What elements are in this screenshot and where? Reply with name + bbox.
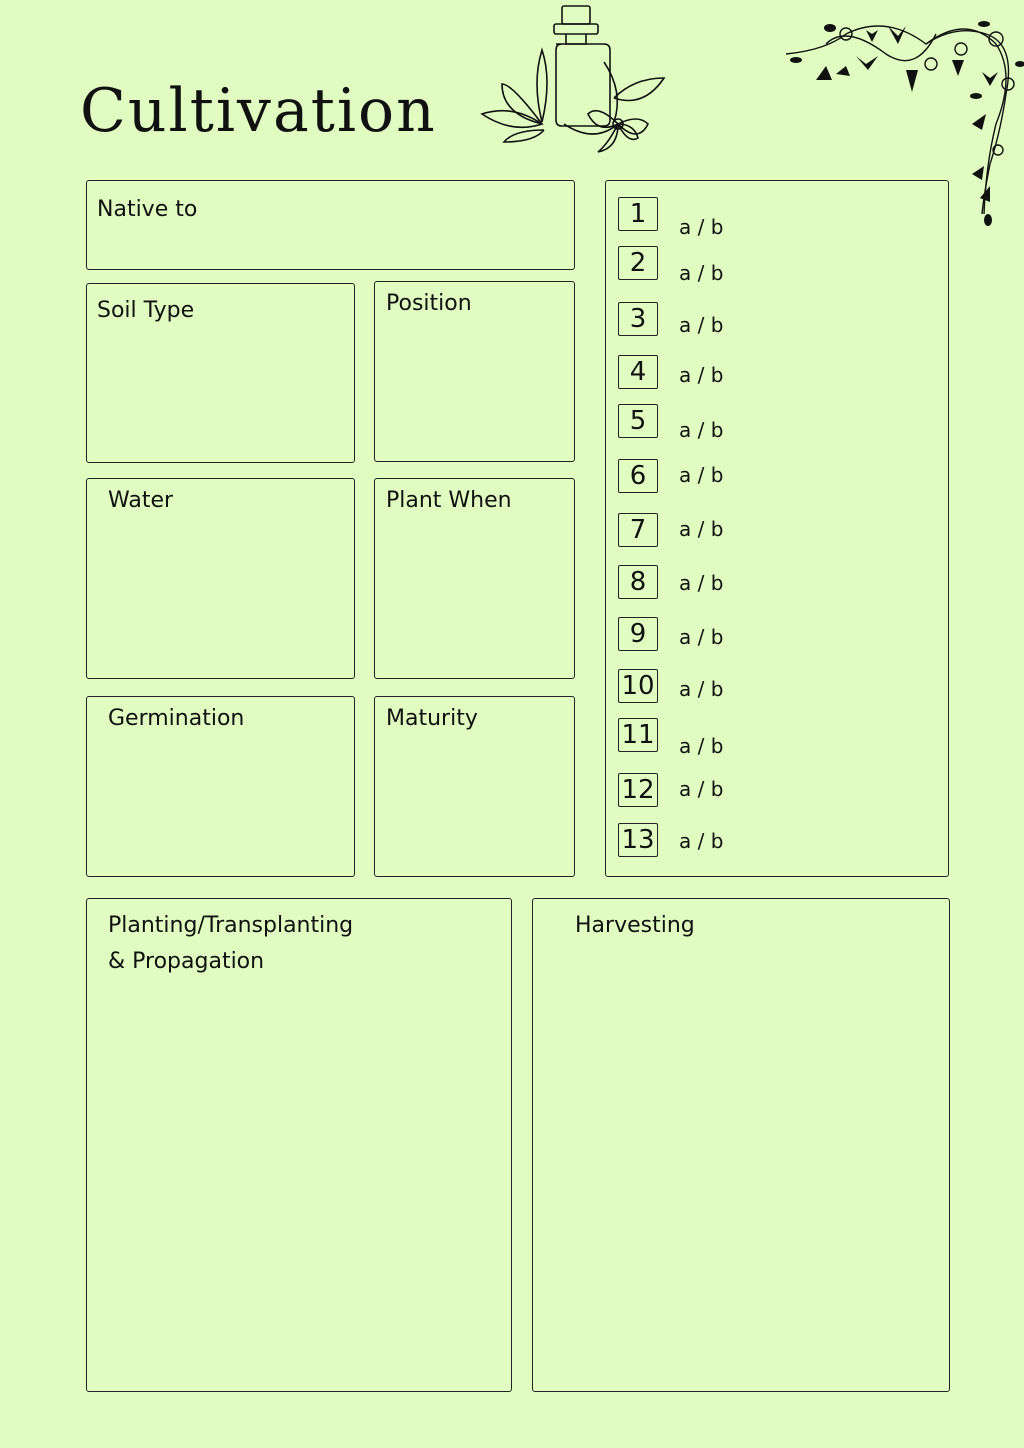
number-box[interactable]: 6 bbox=[618, 459, 658, 493]
number-box[interactable]: 13 bbox=[618, 823, 658, 857]
option-text: a / b bbox=[679, 625, 724, 649]
number-box[interactable]: 7 bbox=[618, 513, 658, 547]
oil-bottle-icon bbox=[474, 2, 666, 154]
option-text: a / b bbox=[679, 418, 724, 442]
position-field[interactable] bbox=[374, 281, 575, 462]
option-text: a / b bbox=[679, 463, 724, 487]
propagation-label: & Propagation bbox=[108, 949, 265, 974]
option-text: a / b bbox=[679, 777, 724, 801]
number-box[interactable]: 12 bbox=[618, 773, 658, 807]
option-text: a / b bbox=[679, 363, 724, 387]
option-text: a / b bbox=[679, 677, 724, 701]
plant-when-field[interactable] bbox=[374, 478, 575, 679]
planting-propagation-field[interactable] bbox=[86, 898, 512, 1392]
option-text: a / b bbox=[679, 261, 724, 285]
number-box[interactable]: 8 bbox=[618, 565, 658, 599]
number-box[interactable]: 1 bbox=[618, 197, 658, 231]
number-box[interactable]: 10 bbox=[618, 669, 658, 703]
option-text: a / b bbox=[679, 313, 724, 337]
option-text: a / b bbox=[679, 734, 724, 758]
germination-field[interactable] bbox=[86, 696, 355, 877]
maturity-label: Maturity bbox=[386, 706, 478, 731]
option-text: a / b bbox=[679, 215, 724, 239]
harvesting-field[interactable] bbox=[532, 898, 950, 1392]
maturity-field[interactable] bbox=[374, 696, 575, 877]
plant-when-label: Plant When bbox=[386, 488, 512, 513]
germination-label: Germination bbox=[108, 706, 245, 731]
number-box[interactable]: 5 bbox=[618, 404, 658, 438]
native-to-label: Native to bbox=[97, 197, 198, 222]
option-text: a / b bbox=[679, 571, 724, 595]
number-box[interactable]: 11 bbox=[618, 718, 658, 752]
number-box[interactable]: 3 bbox=[618, 302, 658, 336]
option-text: a / b bbox=[679, 517, 724, 541]
water-label: Water bbox=[108, 488, 174, 513]
number-box[interactable]: 9 bbox=[618, 617, 658, 651]
position-label: Position bbox=[386, 291, 472, 316]
page-title: Cultivation bbox=[80, 76, 437, 146]
native-to-field[interactable] bbox=[86, 180, 575, 270]
water-field[interactable] bbox=[86, 478, 355, 679]
number-box[interactable]: 4 bbox=[618, 355, 658, 389]
number-box[interactable]: 2 bbox=[618, 246, 658, 280]
soil-type-field[interactable] bbox=[86, 283, 355, 463]
option-text: a / b bbox=[679, 829, 724, 853]
soil-type-label: Soil Type bbox=[97, 298, 195, 323]
harvesting-label: Harvesting bbox=[575, 913, 695, 938]
checklist-panel bbox=[605, 180, 949, 877]
planting-label: Planting/Transplanting bbox=[108, 913, 354, 938]
